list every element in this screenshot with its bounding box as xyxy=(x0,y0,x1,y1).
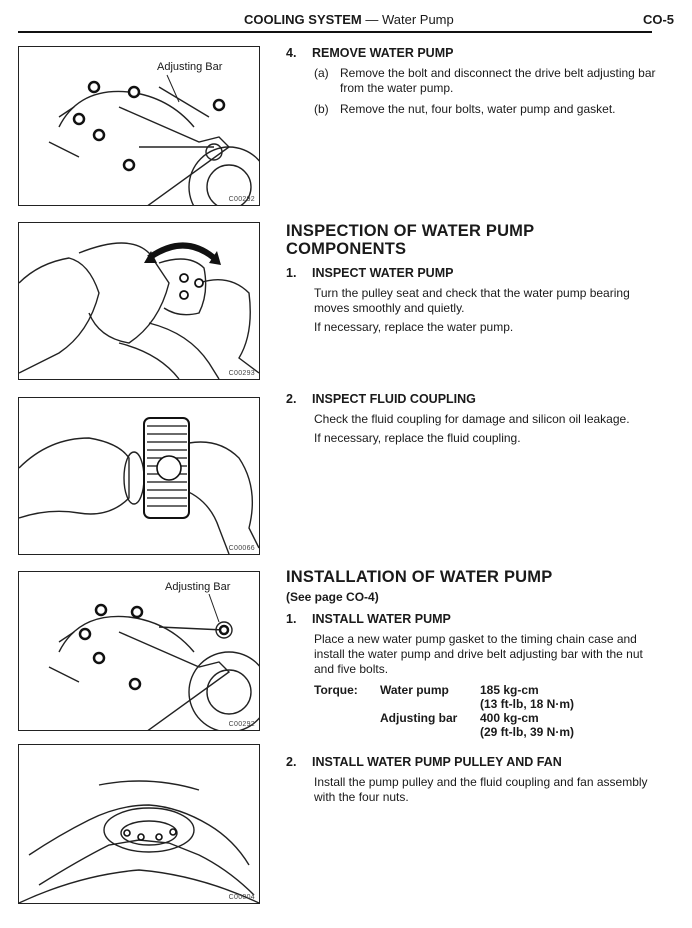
torque-value: 400 kg-cm xyxy=(480,711,539,725)
figure-inspect-coupling xyxy=(18,397,260,555)
substep-label: (b) xyxy=(314,102,329,116)
step-number: 1. xyxy=(286,266,297,280)
hands-turning-pulley-illustration xyxy=(19,223,259,379)
fan-installation-illustration xyxy=(19,745,259,903)
torque-spec xyxy=(314,683,656,741)
figure-code: C00292 xyxy=(228,721,255,728)
torque-alt: (13 ft-lb, 18 N·m) xyxy=(480,697,575,711)
step-text: Check the fluid coupling for damage and silicon oil leakage. xyxy=(314,412,630,426)
step-text: If necessary, replace the water pump. xyxy=(314,320,514,334)
figure-remove-pump xyxy=(18,46,260,206)
section-heading: INSTALLATION OF WATER PUMP xyxy=(286,568,553,586)
step-title: INSPECT FLUID COUPLING xyxy=(312,392,476,406)
step-title: INSTALL WATER PUMP xyxy=(312,612,451,626)
substep-text: Remove the nut, four bolts, water pump and gasket. xyxy=(340,102,616,116)
step-number: 4. xyxy=(286,46,297,60)
figure-code: C00066 xyxy=(228,545,255,552)
step-title: INSTALL WATER PUMP PULLEY AND FAN xyxy=(312,755,562,769)
step-number: 2. xyxy=(286,755,297,769)
figure-install-fan xyxy=(18,744,260,904)
inspect-coupling-section xyxy=(286,392,656,446)
step-title: INSPECT WATER PUMP xyxy=(312,266,454,280)
torque-label: Torque: xyxy=(314,683,358,697)
step-heading xyxy=(286,392,656,406)
header-subsection: Water Pump xyxy=(381,12,454,27)
engine-front-illustration xyxy=(19,47,259,205)
installation-section xyxy=(286,568,656,805)
page-header xyxy=(18,10,674,32)
figure-code: C00293 xyxy=(228,370,255,377)
figure-inspect-pump xyxy=(18,222,260,380)
step-text: Turn the pulley seat and check that the water pump bearing moves smoothly and quietly. xyxy=(314,286,630,315)
substep-label: (a) xyxy=(314,66,329,80)
header-separator: — xyxy=(361,12,382,27)
step-heading xyxy=(286,755,656,769)
fluid-coupling-illustration xyxy=(19,398,259,554)
step-text: Place a new water pump gasket to the timing chain case and install the water pump and drive belt adjusting bar with the nut and five bolts. xyxy=(314,632,643,676)
figure-install-pump xyxy=(18,571,260,731)
torque-item: Water pump xyxy=(380,683,449,697)
header-title xyxy=(244,12,454,27)
figure-label-adjusting-bar: Adjusting Bar xyxy=(157,61,223,73)
section-heading: INSPECTION OF WATER PUMP COMPONENTS xyxy=(286,222,535,258)
step-text: Install the pump pulley and the fluid coupling and fan assembly with the four nuts. xyxy=(314,775,648,804)
step-text: If necessary, replace the fluid coupling. xyxy=(314,431,521,445)
torque-value: 185 kg-cm xyxy=(480,683,539,697)
substep-text: Remove the bolt and disconnect the drive belt adjusting bar from the water pump. xyxy=(340,66,656,95)
figure-code: C00292 xyxy=(228,196,255,203)
see-page-reference: (See page CO-4) xyxy=(286,590,379,604)
step-heading xyxy=(286,46,656,60)
step-heading xyxy=(286,266,656,280)
substep-a xyxy=(314,66,656,96)
step-number: 1. xyxy=(286,612,297,626)
step-heading xyxy=(286,612,656,626)
step-number: 2. xyxy=(286,392,297,406)
engine-front-illustration xyxy=(19,572,259,730)
header-section: COOLING SYSTEM xyxy=(244,12,362,27)
figure-label-adjusting-bar: Adjusting Bar xyxy=(165,581,231,593)
torque-item: Adjusting bar xyxy=(380,711,458,725)
header-rule xyxy=(18,31,652,33)
torque-alt: (29 ft-lb, 39 N·m) xyxy=(480,725,575,739)
step-title: REMOVE WATER PUMP xyxy=(312,46,454,60)
page-number: CO-5 xyxy=(642,12,674,27)
figure-code: C00004 xyxy=(228,894,255,901)
substep-b xyxy=(314,102,656,117)
inspection-section xyxy=(286,222,656,335)
remove-water-pump-section xyxy=(286,46,656,117)
